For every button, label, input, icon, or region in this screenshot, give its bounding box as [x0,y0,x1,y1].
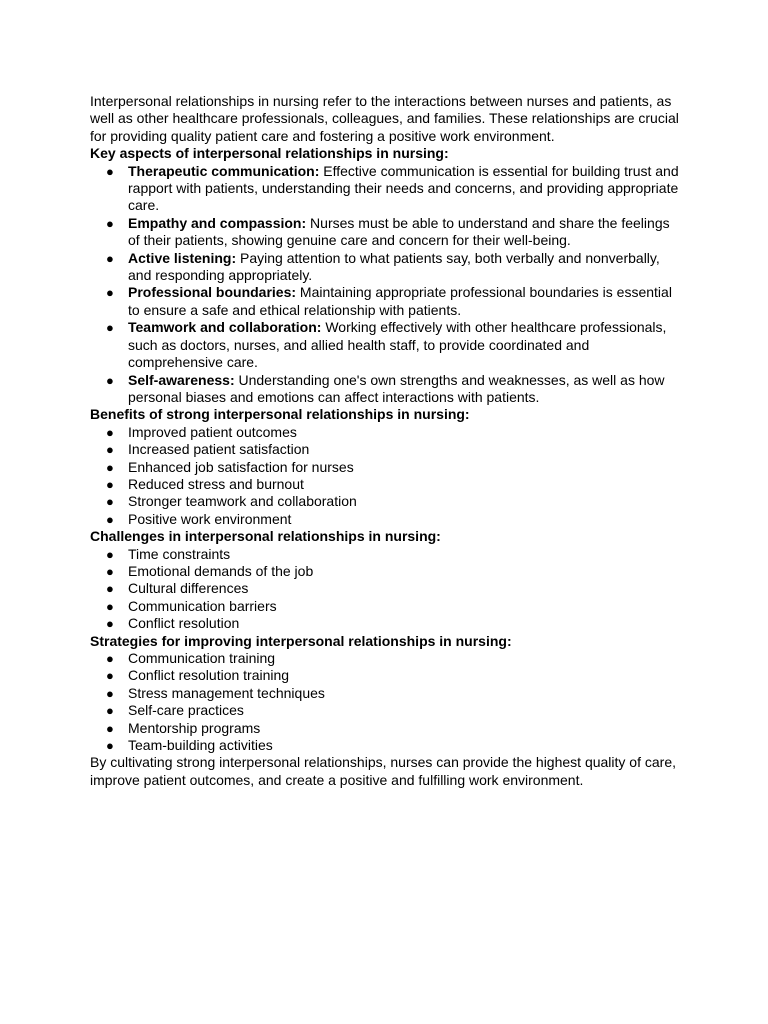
list-item [90,563,680,580]
list-item-text: Cultural differences [128,580,249,597]
list-item-text: Communication training [128,650,276,666]
list-item [90,720,680,737]
list-item-text: Nurses must be able to understand and share the feelings of their patients, showing genuine care and concern for their well-being. [128,214,670,249]
list-item [90,493,680,510]
bullet-icon: ● [106,372,114,388]
challenges-list [90,546,680,633]
list-item [90,250,680,285]
list-item-term: Teamwork and collaboration: [128,319,322,336]
bullet-icon: ● [106,720,114,736]
list-item-text: Effective communication is essential for building trust and rapport with patients, understanding their needs and concerns, and providing appropriate care. [128,162,679,214]
bullet-icon: ● [106,215,114,231]
bullet-icon: ● [106,581,114,597]
list-item [90,215,680,250]
list-item-text: Conflict resolution [128,615,240,632]
list-item-term: Professional boundaries: [128,284,297,301]
list-item [90,546,680,563]
list-item-text: Communication barriers [128,597,277,614]
list-item [90,476,680,493]
bullet-icon: ● [106,320,114,336]
list-item [90,598,680,615]
conclusion-paragraph: By cultivating strong interpersonal relationships, nurses can provide the highest quality of care, improve patient outcomes, and create a positive and fulfilling work environment. [90,754,676,788]
list-item-term: Self-awareness: [128,371,235,388]
list-item-text: Understanding one's own strengths and weaknesses, as well as how personal biases and emotions can affect interactions with patients. [128,371,665,405]
list-item-term: Therapeutic communication: [128,162,320,179]
list-item-text: Stress management techniques [128,684,325,701]
bullet-icon: ● [106,703,114,719]
list-item-text: Team-building activities [128,737,273,754]
list-item-text: Self-care practices [128,702,244,719]
bullet-icon: ● [106,476,114,492]
bullet-icon: ● [106,459,114,475]
list-item-text: Maintaining appropriate professional boundaries is essential to ensure a safe and ethical relationship with patients. [128,284,672,318]
bullet-icon: ● [106,546,114,562]
list-item [90,580,680,597]
bullet-icon: ● [106,563,114,579]
strategies-list [90,650,680,754]
intro-paragraph: Interpersonal relationships in nursing refer to the interactions between nurses and patients, as well as other healthcare professionals, colleagues, and families. These relationships are crucial for providing quality patient care and fostering a positive work environment. [90,93,679,144]
list-item-text: Paying attention to what patients say, both verbally and nonverbally, and responding appropriately. [128,249,660,284]
benefits-list [90,424,680,528]
bullet-icon: ● [106,616,114,632]
list-item-text: Working effectively with other healthcare professionals, such as doctors, nurses, and allied health staff, to provide coordinated and comprehensive care. [128,319,667,371]
list-item-term: Active listening: [128,249,237,266]
list-item [90,511,680,528]
list-item-text: Enhanced job satisfaction for nurses [128,458,354,475]
list-item [90,615,680,632]
key-aspects-list [90,163,680,407]
list-item [90,372,680,407]
bullet-icon: ● [106,668,114,684]
challenges-heading: Challenges in interpersonal relationships in nursing: [90,528,441,545]
list-item-text: Conflict resolution training [128,667,290,684]
list-item-term: Empathy and compassion: [128,214,307,231]
list-item [90,163,680,215]
benefits-heading: Benefits of strong interpersonal relationships in nursing: [90,406,470,423]
list-item-text: Stronger teamwork and collaboration [128,493,357,510]
list-item-text: Reduced stress and burnout [128,475,304,492]
list-item-text: Time constraints [128,545,231,562]
list-item [90,284,680,319]
document-page [90,93,680,789]
list-item [90,441,680,458]
list-item [90,737,680,754]
list-item [90,459,680,476]
bullet-icon: ● [106,511,114,527]
bullet-icon: ● [106,598,114,614]
bullet-icon: ● [106,685,114,701]
list-item-text: Positive work environment [128,510,292,527]
list-item-text: Increased patient satisfaction [128,441,310,458]
bullet-icon: ● [106,442,114,458]
bullet-icon: ● [106,494,114,510]
bullet-icon: ● [106,250,114,266]
list-item-text: Emotional demands of the job [128,562,314,579]
bullet-icon: ● [106,651,114,666]
list-item [90,319,680,371]
key-aspects-heading: Key aspects of interpersonal relationships in nursing: [90,145,449,162]
list-item [90,702,680,719]
bullet-icon: ● [106,738,114,754]
list-item [90,424,680,441]
list-item-text: Improved patient outcomes [128,423,297,440]
bullet-icon: ● [106,424,114,440]
bullet-icon: ● [106,285,114,301]
list-item [90,685,680,702]
strategies-heading: Strategies for improving interpersonal relationships in nursing: [90,632,512,649]
bullet-icon: ● [106,163,114,179]
list-item [90,667,680,684]
list-item [90,650,680,667]
list-item-text: Mentorship programs [128,719,261,736]
